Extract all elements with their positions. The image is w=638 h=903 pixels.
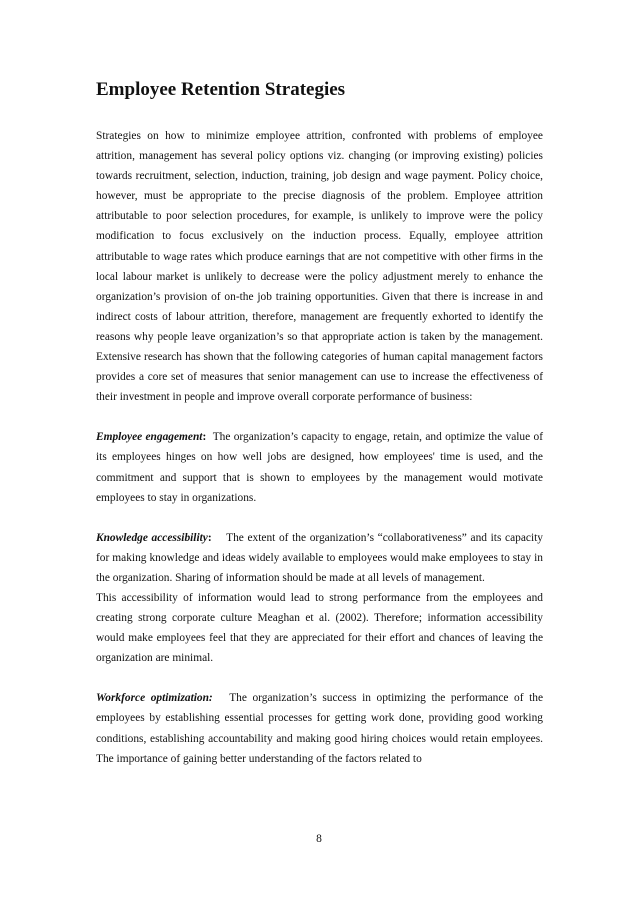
- workforce-heading: Workforce optimization:: [96, 692, 213, 705]
- intro-paragraph: Strategies on how to minimize employee attrition, confronted with problems of employee attrition, management has several policy options viz. changing (or improving existing) policies towards recruitment, selection, induction, training, job design and wage payment. Policy choice, however, must be appropriate to the precise diagnosis of the problem. Employee attrition attributable to poor selection procedures, for example, is unlikely to improve were the policy modification to focus exclusively on the induction process. Equally, employee attrition attributable to wage rates which produce earnings that are not competitive with other firms in the local labour market is unlikely to decrease were the policy adjustment merely to enhance the organization’s provision of on-the job training opportunities. Given that there is increase in and indirect costs of labour attrition, therefore, management are frequently exhorted to identify the reasons why people leave organization’s so that appropriate action is taken by the management. Extensive research has shown that the following categories of human capital management factors provides a core set of measures that senior management can use to increase the effectiveness of their investment in people and improve overall corporate performance of business:: [96, 130, 543, 404]
- engagement-paragraph: [96, 427, 543, 507]
- knowledge-paragraph: [96, 528, 543, 588]
- knowledge-colon: :: [207, 531, 212, 544]
- page-title: Employee Retention Strategies: [96, 79, 346, 100]
- engagement-colon: :: [202, 431, 207, 444]
- engagement-text: The organization’s capacity to engage, retain, and optimize the value of its employees hinges on how well jobs are designed, how employees' time is used, and the commitment and support that is shown to employees by the management would motivate employees to stay in organizations.: [96, 431, 543, 504]
- page-content: [96, 78, 543, 769]
- knowledge-text: The extent of the organization’s “collaborativeness” and its capacity for making knowledge and ideas widely available to employees would make employees to stay in the organization. Sharing of information should be made at all levels of management.: [96, 531, 544, 584]
- workforce-paragraph: [96, 688, 543, 768]
- workforce-text: The organization’s success in optimizing the performance of the employees by establishing essential processes for getting work done, providing good working conditions, establishing accountability and making good hiring choices would retain employees. The importance of gaining better understanding of the factors related to: [96, 692, 543, 765]
- engagement-heading: Employee engagement: [96, 431, 203, 444]
- knowledge-paragraph-continued: This accessibility of information would lead to strong performance from the employees and creating strong corporate culture Meaghan et al. (2002). Therefore; information accessibility would make employees feel that they are appreciated for their effort and chances of leaving the organization are minimal.: [96, 591, 543, 665]
- knowledge-heading: Knowledge accessibility: [96, 531, 208, 544]
- page-number: 8: [316, 833, 322, 845]
